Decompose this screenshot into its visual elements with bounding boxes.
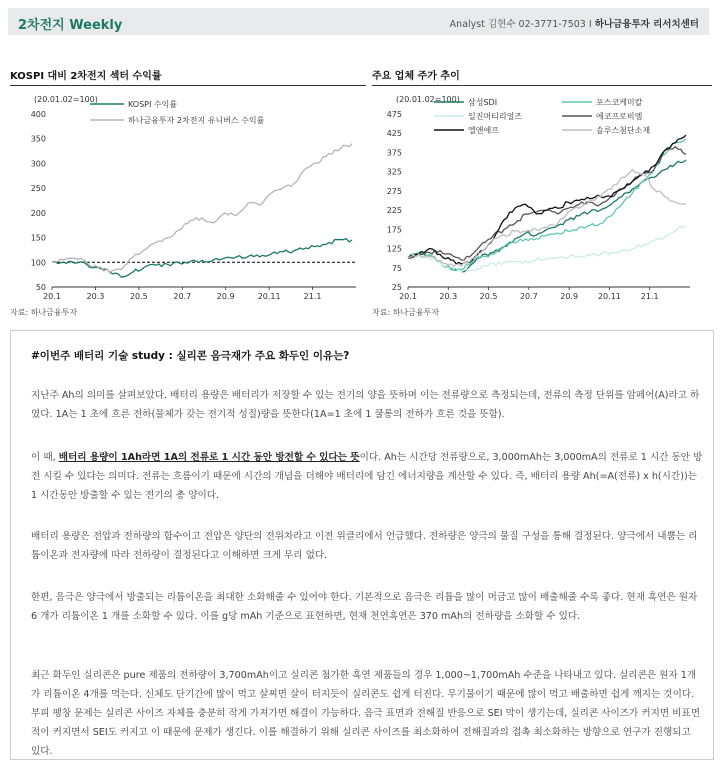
series-line-1 — [408, 160, 686, 272]
x-tick-label: 20.5 — [479, 292, 498, 301]
y-tick-label: 150 — [30, 233, 46, 243]
y-tick-label: 325 — [386, 167, 402, 177]
y-tick-label: 50 — [35, 283, 46, 292]
y-tick-label: 350 — [30, 134, 46, 144]
article-box — [10, 330, 714, 760]
y-tick-label: 75 — [391, 263, 402, 273]
y-tick-label: 200 — [30, 208, 46, 218]
paragraph-2 — [31, 448, 703, 505]
kospi-vs-battery-chart — [10, 90, 366, 305]
x-tick-label: 20.7 — [173, 292, 192, 301]
x-tick-label: 20.11 — [597, 292, 621, 301]
paragraph-2-emphasis: 배터리 용량이 1Ah라면 1A의 전류로 1 시간 동안 방전할 수 있다는 뜻 — [58, 452, 360, 463]
legend-label: 솔루스첨단소재 — [596, 126, 651, 135]
left-chart-title: KOSPI 대비 2차전지 섹터 수익률 — [10, 71, 162, 82]
research-center: 하나금융투자 리서치센터 — [594, 19, 699, 30]
unit-note: (20.01.02=100) — [34, 95, 98, 104]
y-tick-label: 100 — [30, 258, 46, 268]
legend-label: 일진머티리얼즈 — [468, 112, 523, 121]
paragraph-2-rest: 이다. Ah는 시간당 전류량으로, 3,000mAh는 3,000mA의 전류로 1 시간 동안 방전 시킬 수 있다는 의미다. 전류는 흐름이기 때문에 시간의 개념을 더해야 배터리에 담긴 에너지량을 계산할 수 있다. 즉, 배터리 용량 Ah(=A(전류) x h(시간))는 1 시간동안 방출할 수 있는 전기의 총 양이다. — [31, 452, 703, 501]
y-tick-label: 25 — [391, 283, 402, 292]
paragraph-3: 배터리 용량은 전압과 전하량의 함수이고 전압은 양단의 전위차라고 이전 위클리에서 언급했다. 전하량은 양극의 물질 구성을 통해 결정된다. 양극에서 내뿜는 리튬이온과 전자량에 따라 전하량이 결정된다고 이해하면 크게 무리 없다. — [31, 531, 698, 561]
y-tick-label: 175 — [386, 225, 402, 235]
report-title: 2차전지 Weekly — [18, 18, 123, 33]
y-tick-label: 250 — [30, 184, 46, 194]
y-tick-label: 475 — [386, 110, 402, 119]
series-line-2 — [52, 144, 352, 273]
right-title-rule — [372, 85, 712, 86]
right-chart-source: 자료: 하나금융투자 — [372, 308, 440, 317]
article-heading: #이번주 배터리 기술 study : 실리콘 음극재가 주요 화두인 이유는? — [31, 350, 350, 362]
analyst-info — [450, 16, 699, 30]
analyst-name: 김현수 — [487, 19, 516, 30]
y-tick-label: 425 — [386, 129, 402, 139]
y-tick-label: 375 — [386, 148, 402, 158]
x-tick-label: 20.1 — [43, 292, 61, 301]
x-tick-label: 20.1 — [399, 292, 417, 301]
left-title-rule — [10, 85, 366, 86]
company-price-chart — [372, 90, 712, 305]
legend-label: 에코프로비엠 — [596, 112, 643, 121]
x-tick-label: 20.11 — [257, 292, 281, 301]
paragraph-4: 한편, 음극은 양극에서 방출되는 리튬이온을 최대한 소화해줄 수 있어야 한다. 기본적으로 음극은 리튬을 많이 머금고 많이 배출해줄 수록 좋다. 현재 흑연은 원자 6 개가 리튬이온 1 개를 소화할 수 있다. 이를 g당 mAh 기준으로 표현하면, 현재 천연흑연은 370 mAh의 전하량을 소화할 수 있다. — [31, 592, 698, 622]
x-tick-label: 21.1 — [303, 292, 322, 301]
paragraph-5: 최근 화두인 실리콘은 pure 제품의 전하량이 3,700mAh이고 실리콘 첨가한 흑연 제품들의 경우 1,000~1,700mAh 수준을 나타내고 있다. 실리콘은 원자 1개가 리튬이온 4개를 먹는다. 신체도 단기간에 많이 먹고 살찌면 살이 터지듯이 실리콘도 쉽게 터진다. 무기물이기 때문에 많이 먹고 배출하면 쉽게 깨지는 것이다. 부피 팽창 문제는 실리콘 사이즈 자체를 충분히 작게 가져가면 해결이 가능하다. 음극 표면과 전해질 반응으로 SEI 막이 생기는데, 실리콘 사이즈가 커지면 비표면적이 커지면서 SEI도 커지고 이 때문에 문제가 생긴다. 이를 해결하기 위해 실리콘 사이즈를 최소화하여 전해질과의 접촉 최소화하는 방향으로 연구가 진행되고 있다. — [31, 670, 700, 757]
paragraph-2-lead: 이 때, — [31, 452, 59, 463]
y-tick-label: 400 — [30, 110, 46, 119]
legend-label: 하나금융투자 2차전지 유니버스 수익률 — [128, 116, 265, 125]
paragraph-1: 지난주 Ah의 의미를 살펴보았다. 배터리 용량은 배터리가 저장할 수 있는 전기의 양을 뜻하며 이는 전류량으로 측정되는데, 전류의 측정 단위를 암페어(A)라고 하였다. 1A는 1 초에 흐른 전하(물체가 갖는 전기적 성질)량을 뜻한다(1A=1 초에 1 쿨롱의 전하가 흐른 것을 뜻함). — [31, 390, 700, 420]
x-tick-label: 20.3 — [439, 292, 458, 301]
series-line-1 — [52, 239, 352, 278]
analyst-label: Analyst — [449, 19, 485, 30]
x-tick-label: 20.3 — [86, 292, 105, 301]
legend-label: 엘앤에프 — [468, 126, 499, 135]
legend-label: KOSPI 수익률 — [128, 100, 178, 109]
x-tick-label: 20.5 — [129, 292, 148, 301]
x-tick-label: 21.1 — [640, 292, 659, 301]
x-tick-label: 20.9 — [216, 292, 235, 301]
y-tick-label: 125 — [386, 244, 402, 254]
x-tick-label: 20.9 — [560, 292, 579, 301]
header-separator: I — [588, 19, 592, 30]
series-line-6 — [408, 170, 686, 266]
legend-label: 삼성SDI — [468, 98, 498, 107]
series-line-2 — [408, 139, 686, 271]
y-tick-label: 225 — [386, 206, 402, 216]
x-tick-label: 20.7 — [519, 292, 538, 301]
unit-note: (20.01.02=100) — [396, 95, 460, 104]
report-header — [8, 8, 709, 35]
series-line-4 — [408, 147, 686, 260]
right-chart-title: 주요 업체 주가 추이 — [372, 71, 460, 82]
legend-label: 포스코케미칼 — [596, 98, 643, 107]
analyst-phone: 02-3771-7503 — [518, 19, 586, 30]
left-chart-source: 자료: 하나금융투자 — [10, 308, 78, 317]
y-tick-label: 275 — [386, 186, 402, 196]
y-tick-label: 300 — [30, 159, 46, 169]
